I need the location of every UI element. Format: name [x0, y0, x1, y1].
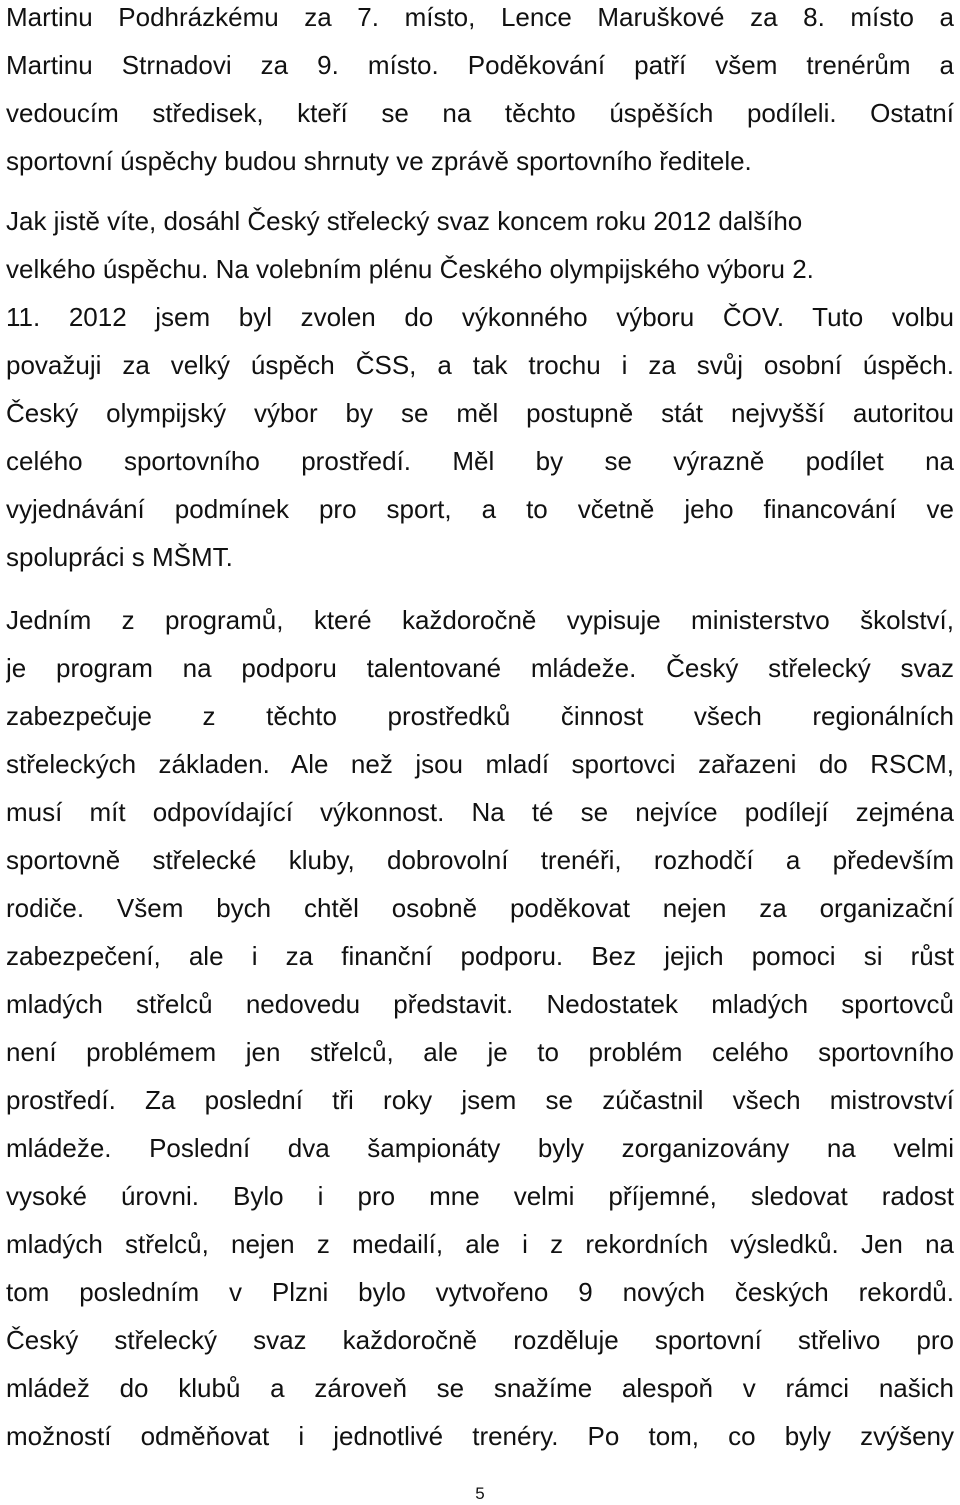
text-line: není problémem jen střelců, ale je to problém celého sportovního [6, 1037, 954, 1067]
text-line: mládež do klubů a zároveň se snažíme alespoň v rámci našich [6, 1373, 954, 1403]
text-line: spolupráci s MŠMT. [6, 542, 233, 572]
paragraph-youth-program [6, 596, 954, 1460]
text-line: musí mít odpovídající výkonnost. Na té se nejvíce podílejí zejména [6, 797, 954, 827]
text-line: možností odměňovat i jednotlivé trenéry. Po tom, co byly zvýšeny [6, 1421, 954, 1451]
text-line: sportovně střelecké kluby, dobrovolní trenéři, rozhodčí a především [6, 845, 954, 875]
text-line: zabezpečuje z těchto prostředků činnost všech regionálních [6, 701, 954, 731]
text-line: vysoké úrovni. Bylo i pro mne velmi příjemné, sledovat radost [6, 1181, 954, 1211]
text-line: celého sportovního prostředí. Měl by se výrazně podílet na [6, 446, 954, 476]
text-line: je program na podporu talentované mládeže. Český střelecký svaz [6, 653, 954, 683]
text-line: zabezpečení, ale i za finanční podporu. Bez jejich pomoci si růst [6, 941, 954, 971]
text-line: Jedním z programů, které každoročně vypisuje ministerstvo školství, [6, 605, 954, 635]
text-line: rodiče. Všem bych chtěl osobně poděkovat nejen za organizační [6, 893, 954, 923]
text-line: vyjednávání podmínek pro sport, a to včetně jeho financování ve [6, 494, 954, 524]
text-line: vedoucím středisek, kteří se na těchto úspěších podíleli. Ostatní [6, 98, 954, 128]
paragraph-olympic-committee [6, 197, 954, 581]
text-line: Martinu Podhrázkému za 7. místo, Lence Maruškové za 8. místo a [6, 2, 954, 32]
text-line: považuji za velký úspěch ČSS, a tak trochu i za svůj osobní úspěch. [6, 350, 954, 380]
text-line: Martinu Strnadovi za 9. místo. Poděkování patří všem trenérům a [6, 50, 954, 80]
text-line: mladých střelců nedovedu představit. Nedostatek mladých sportovců [6, 989, 954, 1019]
text-line: velkého úspěchu. Na volebním plénu Českého olympijského výboru 2. [6, 254, 814, 284]
text-line: Český olympijský výbor by se měl postupně stát nejvyšší autoritou [6, 398, 954, 428]
text-line: sportovní úspěchy budou shrnuty ve zprávě sportovního ředitele. [6, 146, 752, 176]
text-line: tom posledním v Plzni bylo vytvořeno 9 nových českých rekordů. [6, 1277, 954, 1307]
document-page [6, 0, 954, 1505]
text-line: Jak jistě víte, dosáhl Český střelecký svaz koncem roku 2012 dalšího [6, 206, 803, 236]
page-number: 5 [475, 1484, 485, 1503]
text-line: mládeže. Poslední dva šampionáty byly zorganizovány na velmi [6, 1133, 954, 1163]
paragraph-results [6, 0, 954, 185]
text-line: Český střelecký svaz každoročně rozděluje sportovní střelivo pro [6, 1325, 954, 1355]
text-line: prostředí. Za poslední tři roky jsem se zúčastnil všech mistrovství [6, 1085, 954, 1115]
text-line: mladých střelců, nejen z medailí, ale i z rekordních výsledků. Jen na [6, 1229, 954, 1259]
text-line: střeleckých základen. Ale než jsou mladí sportovci zařazeni do RSCM, [6, 749, 954, 779]
text-line: 11. 2012 jsem byl zvolen do výkonného výboru ČOV. Tuto volbu [6, 302, 954, 332]
